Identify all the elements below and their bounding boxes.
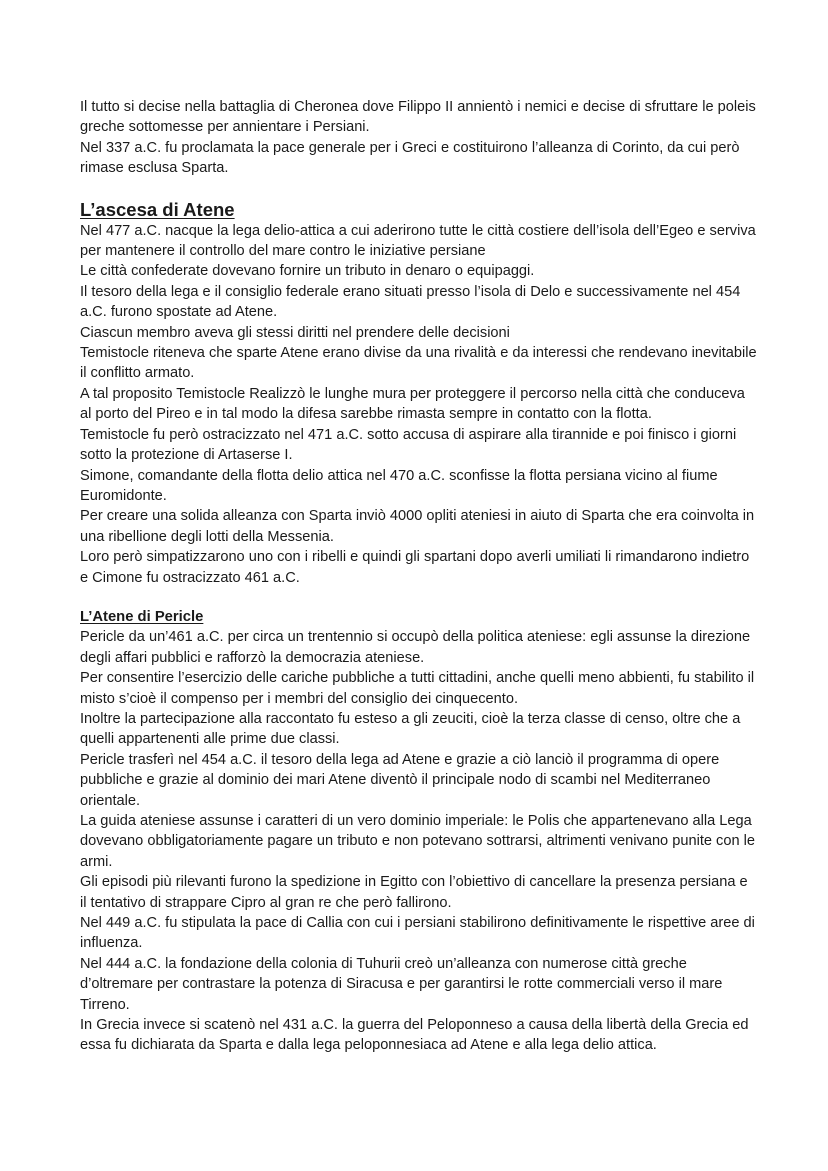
- paragraph: Ciascun membro aveva gli stessi diritti nel prendere delle decisioni: [80, 324, 510, 341]
- paragraph: Il tutto si decise nella battaglia di Cheronea dove Filippo II annientò i nemici e decise di sfruttare le poleis greche sottomesse per annientare i Persiani.: [80, 99, 756, 136]
- paragraph: In Grecia invece si scatenò nel 431 a.C. la guerra del Peloponneso a causa della libertà della Grecia ed essa fu dichiarata da Sparta e dalla lega peloponnesiaca ad Atene e alla lega delio attica.: [80, 1017, 749, 1054]
- paragraph: Le città confederate dovevano fornire un tributo in denaro o equipaggi.: [80, 263, 535, 280]
- section-heading: L’Atene di Pericle: [80, 608, 204, 625]
- paragraph: Gli episodi più rilevanti furono la spedizione in Egitto con l’obiettivo di cancellare la presenza persiana e il tentativo di strappare Cipro al gran re che però fallirono.: [80, 874, 748, 911]
- paragraph: Nel 337 a.C. fu proclamata la pace generale per i Greci e costituirono l’alleanza di Corinto, da cui però rimase esclusa Sparta.: [80, 139, 740, 177]
- paragraph: Nel 449 a.C. fu stipulata la pace di Callia con cui i persiani stabilirono definitivamente le rispettive aree di influenza.: [80, 915, 755, 952]
- section-heading: L’ascesa di Atene: [80, 198, 235, 220]
- intro-block: [80, 97, 758, 179]
- paragraph: Per consentire l’esercizio delle cariche pubbliche a tutti cittadini, anche quelli meno abbienti, fu stabilito il misto s’cioè il compenso per i membri del consiglio dei cinquecento.: [80, 670, 755, 707]
- paragraph: Pericle da un’461 a.C. per circa un trentennio si occupò della politica ateniese: egli assunse la direzione degli affari pubblici e rafforzò la democrazia ateniese.: [80, 629, 751, 666]
- section-ascesa-atene: [80, 199, 758, 588]
- paragraph: Pericle trasferì nel 454 a.C. il tesoro della lega ad Atene e grazie a ciò lanciò il programma di opere pubbliche e grazie al dominio dei mari Atene diventò il principale nodo di scambi nel Mediterraneo orientale.: [80, 751, 720, 809]
- paragraph: Nel 444 a.C. la fondazione della colonia di Tuhurii creò un’alleanza con numerose città greche d’oltremare per contrastare la potenza di Siracusa e per garantirsi le rotte commerciali verso il mare Tirreno.: [80, 955, 723, 1013]
- paragraph: Il tesoro della lega e il consiglio federale erano situati presso l’isola di Delo e successivamente nel 454 a.C. furono spostate ad Atene.: [80, 283, 741, 321]
- paragraph: Per creare una solida alleanza con Sparta inviò 4000 opliti ateniesi in aiuto di Sparta che era coinvolta in una ribellione degli lotti della Messenia.: [80, 508, 755, 545]
- paragraph: Inoltre la partecipazione alla raccontato fu esteso a gli zeuciti, cioè la terza classe di censo, oltre che a quelli appartenenti alle prime due classi.: [80, 710, 741, 748]
- paragraph: Temistocle riteneva che sparte Atene erano divise da una rivalità e da interessi che rendevano inevitabile il conflitto armato.: [80, 345, 757, 382]
- paragraph: Simone, comandante della flotta delio attica nel 470 a.C. sconfisse la flotta persiana vicino al fiume Euromidonte.: [80, 467, 718, 504]
- paragraph: Loro però simpatizzarono uno con i ribelli e quindi gli spartani dopo averli umiliati li rimandarono indietro e Cimone fu ostracizzato 461 a.C.: [80, 549, 750, 586]
- paragraph: La guida ateniese assunse i caratteri di un vero dominio imperiale: le Polis che appartenevano alla Lega dovevano obbligatoriamente pagare un tributo e non potevano sottrarsi, altrimenti venivano punite con le armi.: [80, 813, 755, 870]
- paragraph: Nel 477 a.C. nacque la lega delio-attica a cui aderirono tutte le città costiere dell’isola dell’Egeo e serviva per mantenere il controllo del mare contro le iniziative persiane: [80, 222, 756, 260]
- paragraph: Temistocle fu però ostracizzato nel 471 a.C. sotto accusa di aspirare alla tirannide e poi finisco i giorni sotto la protezione di Artaserse I.: [80, 426, 737, 464]
- paragraph: A tal proposito Temistocle Realizzò le lunghe mura per proteggere il percorso nella città che conduceva al porto del Pireo e in tal modo la difesa sarebbe rimasta sempre in contatto con la flotta.: [80, 385, 745, 423]
- section-atene-pericle: [80, 607, 758, 1056]
